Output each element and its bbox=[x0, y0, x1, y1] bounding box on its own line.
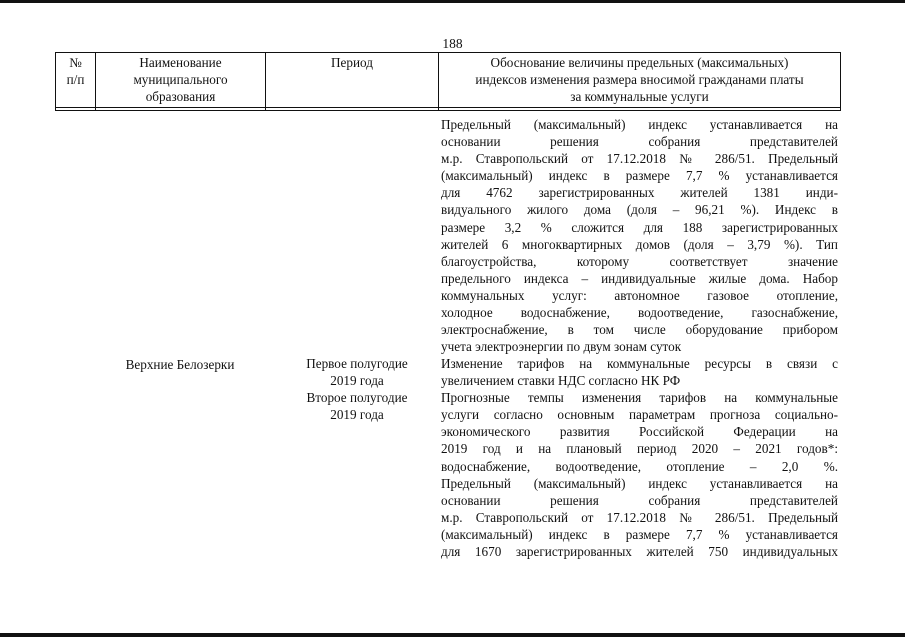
table-top-border bbox=[55, 52, 841, 53]
header-justification-line: за коммунальные услуги bbox=[570, 89, 709, 104]
header-number bbox=[56, 54, 95, 88]
text-line: услуги согласно основным параметрам прогноза социально- bbox=[441, 407, 838, 423]
text-line: для 1670 зарегистрированных жителей 750 индивидуальных bbox=[441, 544, 838, 560]
text-line: электроснабжение, в том числе оборудование прибором bbox=[441, 322, 838, 338]
text-line: видуального жилого дома (доля – 96,21 %). Индекс в bbox=[441, 202, 838, 218]
header-justification-line: Обоснование величины предельных (максимальных) bbox=[490, 55, 789, 70]
header-municipality-line: образования bbox=[145, 89, 216, 104]
period-cell bbox=[287, 355, 427, 423]
text-line: основании решения собрания представителей bbox=[441, 492, 838, 508]
text-line: размере 3,2 % сложится для 188 зарегистрированных bbox=[441, 219, 838, 235]
text-line: предельного индекса – индивидуальные жилые дома. Набор bbox=[441, 270, 838, 286]
header-period-line: Период bbox=[331, 55, 373, 70]
header-municipality bbox=[96, 54, 265, 105]
text-line: водоснабжение, водоотведение, отопление – 2,0 %. bbox=[441, 458, 838, 474]
text-line: Изменение тарифов на коммунальные ресурсы в связи с bbox=[441, 356, 838, 371]
text-line: благоустройства, которому соответствует значение bbox=[441, 253, 838, 269]
table-header-divider bbox=[55, 107, 841, 108]
header-municipality-line: Наименование bbox=[139, 55, 222, 70]
text-line: (максимальный) индекс в размере 7,7 % устанавливается bbox=[441, 526, 838, 542]
text-line: м.р. Ставропольский от 17.12.2018 № 286/51. Предельный bbox=[441, 509, 838, 525]
text-line: (максимальный) индекс в размере 7,7 % устанавливается bbox=[441, 168, 838, 184]
text-line: холодное водоснабжение, водоотведение, газоснабжение, bbox=[441, 305, 838, 321]
row-justification-text bbox=[441, 355, 838, 560]
header-number-line: № bbox=[69, 55, 82, 70]
text-line: коммунальных услуг: автономное газовое отопление, bbox=[441, 287, 838, 303]
period-line: 2019 года bbox=[330, 407, 384, 423]
text-line: жителей 6 многоквартирных домов (доля – 3,79 %). Тип bbox=[441, 236, 838, 252]
column-border-right bbox=[840, 52, 841, 111]
text-line: основании решения собрания представителей bbox=[441, 134, 838, 150]
text-line: увеличением ставки НДС согласно НК РФ bbox=[441, 373, 681, 389]
header-justification bbox=[439, 54, 840, 105]
municipality-name: Верхние Белозерки bbox=[125, 357, 235, 372]
header-number-line: п/п bbox=[66, 72, 85, 87]
header-period bbox=[266, 54, 438, 71]
continuation-justification-text bbox=[441, 116, 838, 355]
text-line: учета электроэнергии по двум зонам суток bbox=[441, 339, 682, 355]
period-line: Второе полугодие bbox=[306, 390, 408, 406]
text-line: 2019 год и на плановый период 2020 – 2021 годов*: bbox=[441, 441, 838, 457]
text-line: Предельный (максимальный) индекс устанавливается на bbox=[441, 117, 838, 132]
header-justification-line: индексов изменения размера вносимой гражданами платы bbox=[475, 72, 804, 87]
page-top-edge bbox=[0, 0, 905, 3]
page-number: 188 bbox=[442, 36, 463, 51]
text-line: экономического развития Российской Федерации на bbox=[441, 424, 838, 440]
text-line: м.р. Ставропольский от 17.12.2018 № 286/51. Предельный bbox=[441, 151, 838, 167]
header-municipality-line: муниципального bbox=[133, 72, 228, 87]
table-header-divider-double bbox=[55, 110, 841, 111]
period-line: 2019 года bbox=[330, 373, 384, 389]
text-line: Прогнозные темпы изменения тарифов на коммунальные bbox=[441, 390, 838, 406]
period-line: Первое полугодие bbox=[306, 356, 408, 371]
text-line: для 4762 зарегистрированных жителей 1381 инди- bbox=[441, 185, 838, 201]
page-bottom-edge bbox=[0, 633, 905, 637]
text-line: Предельный (максимальный) индекс устанавливается на bbox=[441, 475, 838, 491]
